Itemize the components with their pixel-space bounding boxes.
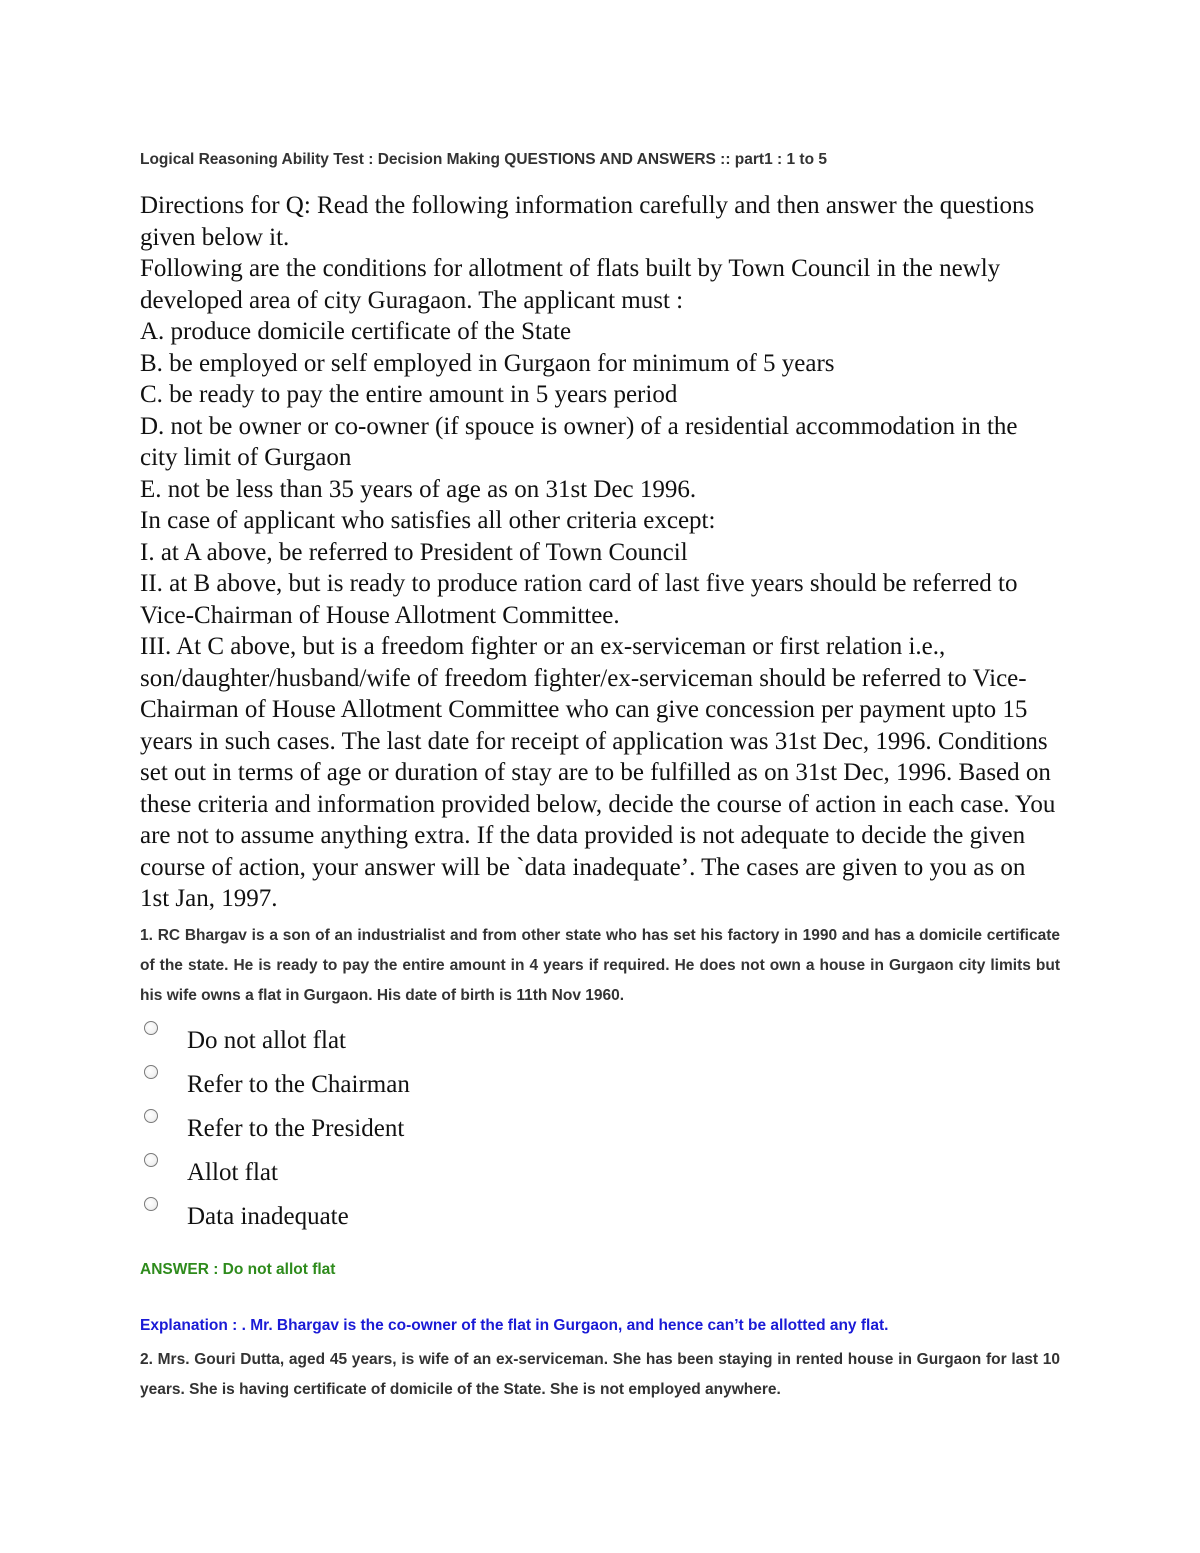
option-label: Do not allot flat bbox=[187, 1026, 346, 1054]
option-label: Refer to the President bbox=[187, 1114, 405, 1142]
condition-c: C. be ready to pay the entire amount in 5 years period bbox=[140, 381, 678, 408]
exceptions-intro: In case of applicant who satisfies all other criteria except: bbox=[140, 507, 716, 534]
question-2-text: 2. Mrs. Gouri Dutta, aged 45 years, is wife of an ex-serviceman. She has been staying in rented house in Gurgaon for last 10 years. She is having certificate of domicile of the State. She is not employed anywhere. bbox=[140, 1350, 1060, 1398]
exception-i: I. at A above, be referred to President of Town Council bbox=[140, 538, 688, 566]
option-data-inadequate[interactable] bbox=[140, 1197, 1060, 1241]
radio-button[interactable] bbox=[144, 1109, 158, 1123]
document-title: Logical Reasoning Ability Test : Decision Making QUESTIONS AND ANSWERS :: part1 : 1 to 5 bbox=[140, 151, 827, 168]
condition-b: B. be employed or self employed in Gurgaon for minimum of 5 years bbox=[140, 349, 835, 377]
condition-a: A. produce domicile certificate of the State bbox=[140, 318, 572, 345]
option-label: Allot flat bbox=[187, 1158, 278, 1186]
option-refer-to-president[interactable] bbox=[140, 1109, 1060, 1153]
radio-button[interactable] bbox=[144, 1197, 158, 1211]
option-refer-to-chairman[interactable] bbox=[140, 1065, 1060, 1109]
option-label: Refer to the Chairman bbox=[187, 1070, 410, 1098]
exception-iii: III. At C above, but is a freedom fighter or an ex-serviceman or first relation i.e., son/daughter/husband/wife of freedom fighter/ex-serviceman should be referred to Vice-Chairman of House Allotment Committee who can give concession per payment upto 15 years in such cases. The last date for receipt of application was 31st Dec, 1996. Conditions set out in terms of age or duration of stay are to be fulfilled as on 31st Dec, 1996. Based on these criteria and information provided below, decide the course of action in each case. You are not to assume anything extra. If the data provided is not adequate to decide the given course of action, your answer will be `data inadequate’. The cases are given to you as on 1st Jan, 1997. bbox=[140, 633, 1056, 912]
radio-button[interactable] bbox=[144, 1021, 158, 1035]
option-do-not-allot-flat[interactable] bbox=[140, 1021, 1060, 1065]
question-1-text: 1. RC Bhargav is a son of an industrialist and from other state who has set his factory in 1990 and has a domicile certificate of the state. He is ready to pay the entire amount in 4 years if required. He does not own a house in Gurgaon city limits but his wife owns a flat in Gurgaon. His date of birth is 11th Nov 1960. bbox=[140, 926, 1060, 1004]
directions-line: Directions for Q: Read the following information carefully and then answer the questions given below it. bbox=[140, 192, 1035, 251]
option-allot-flat[interactable] bbox=[140, 1153, 1060, 1197]
directions-block bbox=[140, 190, 1060, 915]
conditions-intro: Following are the conditions for allotment of flats built by Town Council in the newly developed area of city Guragaon. The applicant must : bbox=[140, 255, 1001, 314]
answer-text: ANSWER : Do not allot flat bbox=[140, 1260, 336, 1278]
condition-e: E. not be less than 35 years of age as on 31st Dec 1996. bbox=[140, 475, 697, 503]
question-1-options bbox=[140, 1021, 1060, 1241]
exception-ii: II. at B above, but is ready to produce ration card of last five years should be referred to Vice-Chairman of House Allotment Committee. bbox=[140, 570, 1018, 629]
document-page bbox=[140, 146, 1060, 1405]
option-label: Data inadequate bbox=[187, 1202, 349, 1230]
radio-button[interactable] bbox=[144, 1153, 158, 1167]
radio-button[interactable] bbox=[144, 1065, 158, 1079]
explanation-text: Explanation : . Mr. Bhargav is the co-owner of the flat in Gurgaon, and hence can’t be allotted any flat. bbox=[140, 1316, 889, 1334]
condition-d: D. not be owner or co-owner (if spouce is owner) of a residential accommodation in the city limit of Gurgaon bbox=[140, 412, 1018, 471]
